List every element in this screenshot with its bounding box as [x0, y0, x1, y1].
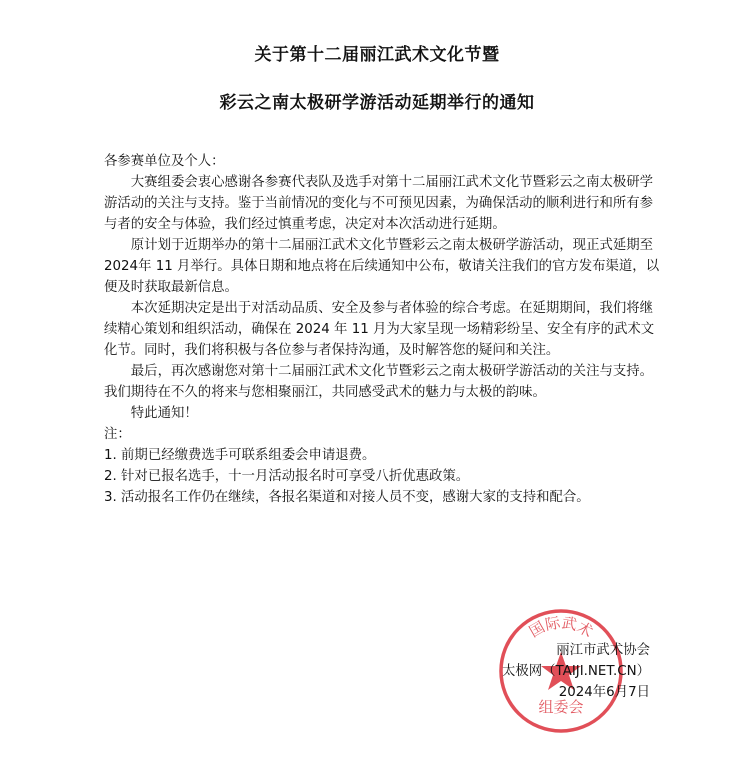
signature-block [502, 640, 650, 703]
signature-org2: 太极网（TAIJI.NET.CN） [501, 664, 650, 679]
seal-bottom-text: 组委会 [538, 698, 584, 716]
seal-top-text: 国际武术 [525, 613, 597, 641]
note-item-2: 2. 针对已报名选手，十一月活动报名时可享受八折优惠政策。 [104, 469, 470, 484]
paragraph-4: 最后，再次感谢您对第十二届丽江武术文化节暨彩云之南太极研学游活动的关注与支持。我们期待在不久的将来与您相聚丽江，共同感受武术的魅力与太极的韵味。 [104, 364, 654, 400]
paragraph-1: 大赛组委会衷心感谢各参赛代表队及选手对第十二届丽江武术文化节暨彩云之南太极研学游活动的关注与支持。鉴于当前情况的变化与不可预见因素，为确保活动的顺利进行和所有参与者的安全与体验，我们经过慎重考虑，决定对本次活动进行延期。 [104, 175, 654, 232]
notice-body [104, 151, 660, 508]
paragraph-2: 原计划于近期举办的第十二届丽江武术文化节暨彩云之南太极研学游活动，现正式延期至 2024年 11 月举行。具体日期和地点将在后续通知中公布，敬请关注我们的官方发布渠道，以便及时获取最新信息。 [104, 238, 660, 295]
paragraph-3: 本次延期决定是出于对活动品质、安全及参与者体验的综合考虑。在延期期间，我们将继续精心策划和组织活动，确保在 2024 年 11 月为大家呈现一场精彩纷呈、安全有序的武术文化节。同时，我们将积极与各位参与者保持沟通，及时解答您的疑问和关注。 [104, 301, 655, 358]
notice-title-line2: 彩云之南太极研学游活动延期举行的通知 [219, 93, 535, 113]
salutation: 各参赛单位及个人： [104, 154, 225, 169]
note-heading: 注： [104, 427, 131, 442]
notice-title-line1: 关于第十二届丽江武术文化节暨 [254, 45, 500, 65]
special-notice: 特此通知！ [130, 406, 198, 421]
signature-org1: 丽江市武术协会 [556, 643, 650, 658]
note-item-3: 3. 活动报名工作仍在继续，各报名渠道和对接人员不变，感谢大家的支持和配合。 [104, 490, 590, 505]
note-item-1: 1. 前期已经缴费选手可联系组委会申请退费。 [104, 448, 376, 463]
signature-date: 2024年6月7日 [558, 685, 650, 700]
